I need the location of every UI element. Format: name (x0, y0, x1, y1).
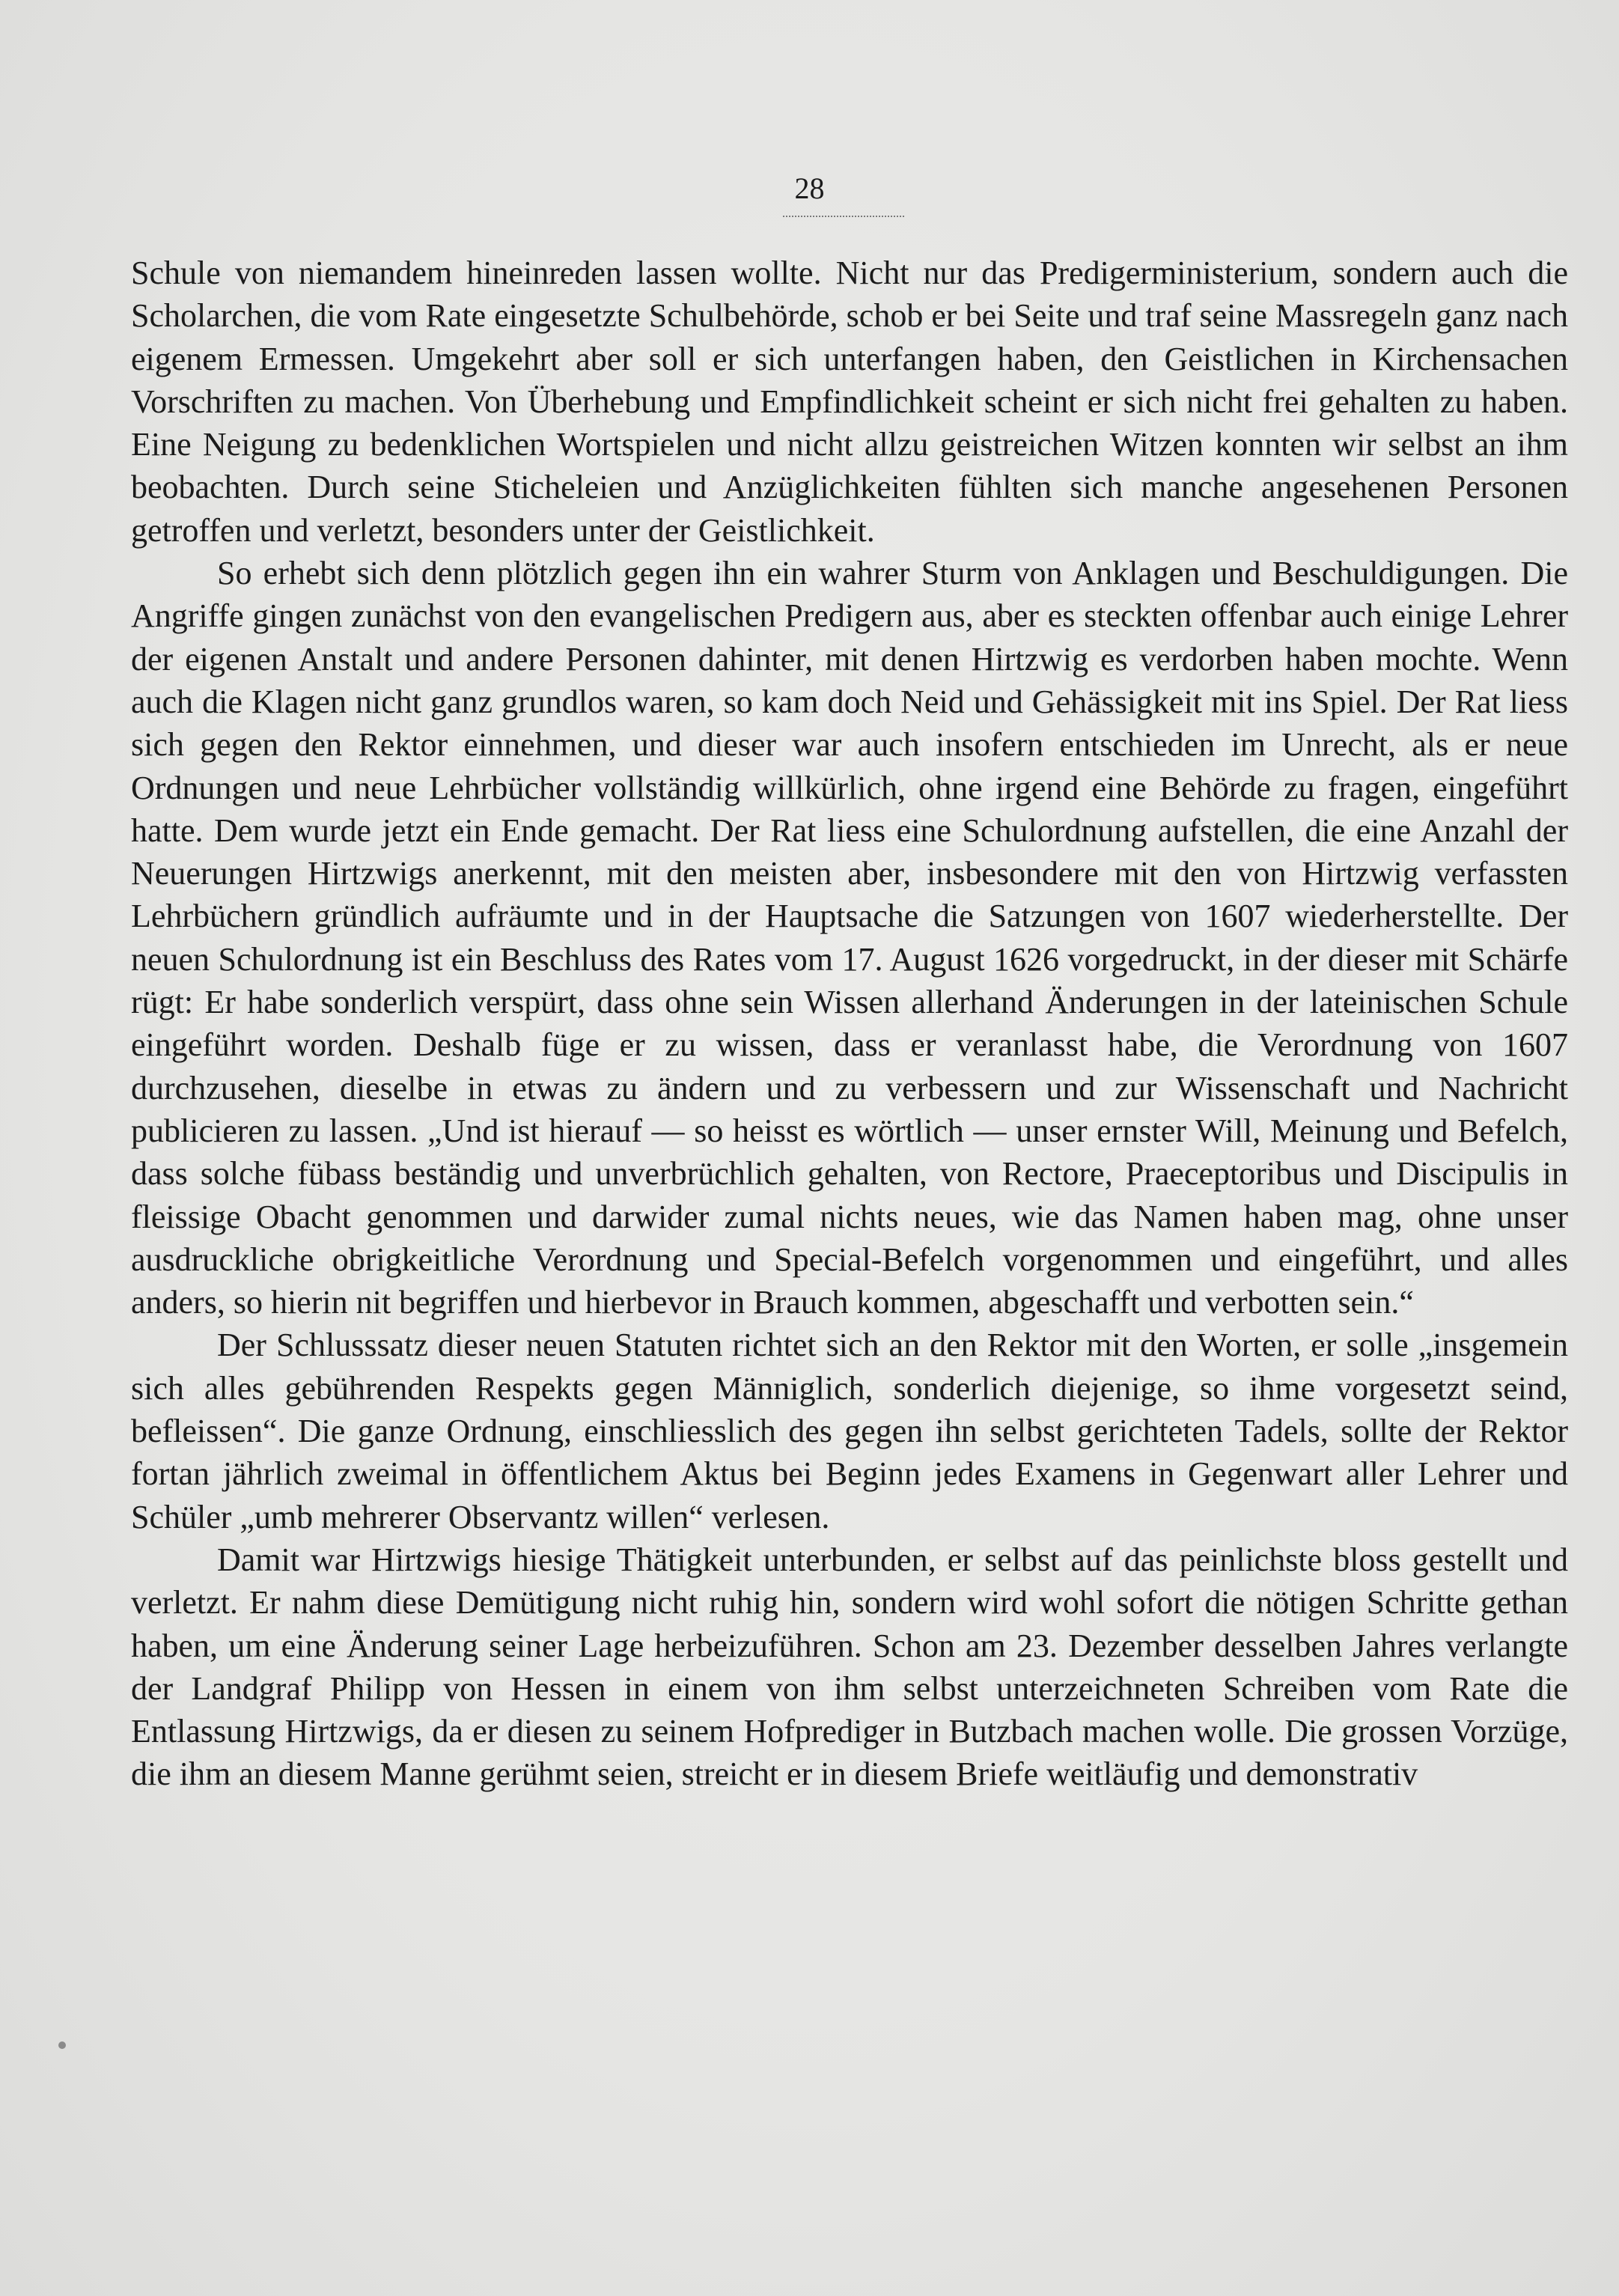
text-body (131, 252, 1568, 1796)
page-number-ornament (783, 211, 904, 217)
paragraph-1: Schule von niemandem hineinreden lassen wollte. Nicht nur das Predigerministerium, sondern auch die Scholarchen, die vom Rate eingesetzte Schulbehörde, schob er bei Seite und traf seine Massregeln ganz nach eigenem Ermessen. Umgekehrt aber soll er sich unterfangen haben, den Geistlichen in Kirchensachen Vorschriften zu machen. Von Überhebung und Empfindlichkeit scheint er sich nicht frei gehalten zu haben. Eine Neigung zu bedenklichen Wortspielen und nicht allzu geistreichen Witzen konnten wir selbst an ihm beobachten. Durch seine Sticheleien und Anzüglichkeiten fühlten sich manche angesehenen Personen getroffen und verletzt, besonders unter der Geistlichkeit. (131, 255, 1568, 549)
paragraph-4: Damit war Hirtzwigs hiesige Thätigkeit unterbunden, er selbst auf das peinlichste bloss gestellt und verletzt. Er nahm diese Demütigung nicht ruhig hin, sondern wird wohl sofort die nötigen Schritte gethan haben, um eine Änderung seiner Lage herbeizuführen. Schon am 23. Dezember desselben Jahres verlangte der Landgraf Philipp von Hessen in einem von ihm selbst unterzeichneten Schreiben vom Rate die Entlassung Hirtzwigs, da er diesen zu seinem Hofprediger in Butzbach machen wolle. Die grossen Vorzüge, die ihm an diesem Manne gerühmt seien, streicht er in diesem Briefe weitläufig und demonstrativ (131, 1541, 1568, 1793)
paragraph-3: Der Schlusssatz dieser neuen Statuten richtet sich an den Rektor mit den Worten, er solle „insgemein sich alles gebührenden Respekts gegen Männiglich, sonderlich diejenige, so ihme vorgesetzt seind, befleissen“. Die ganze Ordnung, einschliesslich des gegen ihn selbst gerichteten Tadels, sollte der Rektor fortan jährlich zweimal in öffentlichem Aktus bei Beginn jedes Examens in Gegenwart aller Lehrer und Schüler „umb mehrerer Observantz willen“ verlesen. (131, 1327, 1568, 1535)
margin-dot-mark (58, 2041, 66, 2049)
paragraph-2: So erhebt sich denn plötzlich gegen ihn ein wahrer Sturm von Anklagen und Beschuldigungen. Die Angriffe gingen zunächst von den evangelischen Predigern aus, aber es steckten offenbar auch einige Lehrer der eigenen Anstalt und andere Personen dahinter, mit denen Hirtzwig es verdorben haben mochte. Wenn auch die Klagen nicht ganz grundlos waren, so kam doch Neid und Gehässigkeit mit ins Spiel. Der Rat liess sich gegen den Rektor einnehmen, und dieser war auch insofern entschieden im Unrecht, als er neue Ordnungen und neue Lehrbücher vollständig willkürlich, ohne irgend eine Behörde zu fragen, eingeführt hatte. Dem wurde jetzt ein Ende gemacht. Der Rat liess eine Schulordnung aufstellen, die eine Anzahl der Neuerungen Hirtzwigs anerkennt, mit den meisten aber, insbesondere mit den von Hirtzwig verfassten Lehrbüchern gründlich aufräumte und in der Hauptsache die Satzungen von 1607 wiederherstellte. Der neuen Schulordnung ist ein Beschluss des Rates vom 17. August 1626 vorgedruckt, in der dieser mit Schärfe rügt: Er habe sonderlich verspürt, dass ohne sein Wissen allerhand Änderungen in der lateinischen Schule eingeführt worden. Deshalb füge er zu wissen, dass er veranlasst habe, die Verordnung von 1607 durchzusehen, dieselbe in etwas zu ändern und zu verbessern und zur Wissenschaft und Nachricht publicieren zu lassen. „Und ist hierauf — so heisst es wörtlich — unser ernster Will, Meinung und Befelch, dass solche fübass beständig und unverbrüchlich gehalten, von Rectore, Praeceptoribus und Discipulis in fleissige Obacht genommen und darwider zumal nichts neues, wie das Namen haben mag, ohne unser ausdruckliche obrigkeitliche Verordnung und Special-Befelch vorgenommen und eingeführt, und alles anders, so hierin nit begriffen und hierbevor in Brauch kommen, abgeschafft und verbotten sein.“ (131, 555, 1568, 1321)
page-number: 28 (794, 171, 825, 205)
